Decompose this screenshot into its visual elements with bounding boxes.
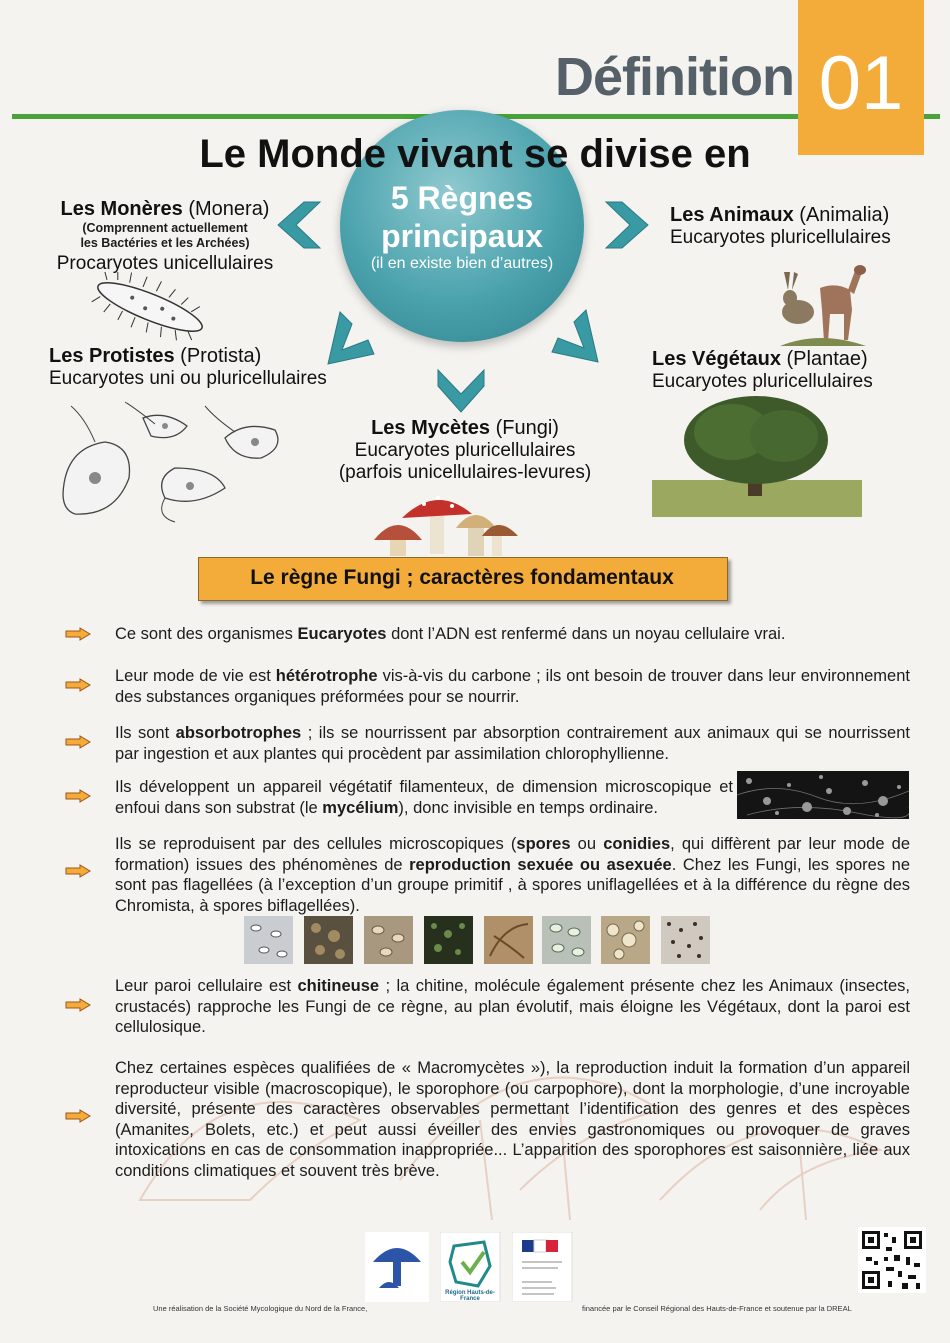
point-macromycetes: Chez certaines espèces qualifiées de « Macromycètes »), la reproduction induit la formation d’un appareil reproducteur visible (macroscopique), le sporophore (ou carpophore), dont la morphologie, d’une incroyable diversité, présente des caractères observables permettant l’identification des genres et des espèces (Amanites, Bolets, etc.) et peut aussi éveiller des envies gastronomiques ou provoquer de graves intoxications en cas de consommation inappropriée... L’apparition des sporophores est saisonnière, liée aux conditions climatiques et souvent très brève. <box>115 1059 910 1180</box>
point-5-keyword-conidies: conidies <box>603 835 671 853</box>
kingdom-fungi <box>310 417 620 484</box>
circle-heading-line1: 5 Règnes <box>390 180 534 216</box>
fungi-banner-title: Le règne Fungi ; caractères fondamentaux <box>250 566 674 589</box>
point-6-keyword: chitineuse <box>297 977 380 995</box>
spore-photo <box>244 916 293 964</box>
point-1-text: Ce sont des organismes <box>115 625 298 643</box>
kingdom-plantae-title <box>652 348 942 371</box>
chevron-down-icon <box>436 368 486 416</box>
kingdom-plantae <box>652 348 942 393</box>
kingdom-monera-title <box>40 198 290 221</box>
circle-heading-line2: principaux <box>381 218 543 254</box>
kingdom-protista-desc: Eucaryotes uni ou pluricellulaires <box>49 368 327 389</box>
kingdom-fungi-title <box>310 417 620 440</box>
arrow-right-icon <box>65 1109 91 1123</box>
point-1-text-end: dont l’ADN est renfermé dans un noyau cellulaire vrai. <box>386 625 786 643</box>
point-5-text: Ils se reproduisent par des cellules microscopiques ( <box>115 835 517 853</box>
kingdom-monera-name: Les Monères <box>60 198 183 220</box>
kingdom-fungi-desc2: (parfois unicellulaires-levures) <box>338 462 592 483</box>
arrow-right-icon <box>65 998 91 1012</box>
point-2-keyword: hétérotrophe <box>275 667 378 685</box>
bacterium-illustration <box>80 272 220 342</box>
chevron-right-icon <box>604 200 654 250</box>
arrow-right-icon <box>65 864 91 878</box>
kingdom-monera <box>40 198 290 275</box>
point-5-text-mid: , qui diffèrent par leur mode de formation) issues des phénomènes de <box>115 835 911 874</box>
footer-credit-left: Une réalisation de la Société Mycologique du Nord de la France, <box>153 1304 368 1313</box>
main-title: Le Monde vivant se divise en <box>199 132 751 176</box>
point-4-text-end: ), donc invisible en temps ordinaire. <box>398 798 658 817</box>
point-2-text-end: vis-à-vis du carbone ; ils ont besoin de trouver dans leur environnement des substances organiques préformées pour se nourrir. <box>115 667 910 706</box>
spore-photo <box>484 916 533 964</box>
mycelium-photo <box>737 771 909 819</box>
point-reproduction <box>115 834 910 916</box>
point-chitin <box>115 976 910 1038</box>
point-absorbotrophes <box>115 723 910 764</box>
kingdom-protista-name: Les Protistes <box>49 345 175 367</box>
mushrooms-illustration <box>372 484 522 556</box>
kingdom-monera-note1: (Comprennent actuellement <box>82 221 248 235</box>
kingdom-protista-title <box>49 345 359 368</box>
point-5-text-or: ou <box>570 835 604 853</box>
point-3-text: Ils sont <box>115 724 176 742</box>
section-number: 01 <box>818 41 904 126</box>
arrow-right-icon <box>65 735 91 749</box>
spore-photo <box>364 916 413 964</box>
arrow-right-icon <box>65 627 91 641</box>
arrow-right-icon <box>65 678 91 692</box>
protists-illustration <box>55 398 285 523</box>
chevron-down-right-icon <box>550 308 608 364</box>
spore-photo <box>661 916 710 964</box>
point-3-keyword: absorbotrophes <box>175 724 302 742</box>
kingdom-protista-latin: (Protista) <box>174 345 262 367</box>
point-3-text-end: ; ils se nourrissent par absorption contrairement aux animaux qui se nourrissent par ingestion et aux plantes qui procèdent par assimilation chlorophyllienne. <box>115 724 910 763</box>
point-5-keyword-reproduction: reproduction sexuée ou asexuée <box>409 855 672 874</box>
point-4-keyword: mycélium <box>322 798 399 817</box>
mycological-society-logo <box>365 1232 429 1302</box>
spore-photo <box>542 916 591 964</box>
animals-illustration <box>770 250 870 350</box>
point-1-keyword: Eucaryotes <box>297 625 387 643</box>
region-logo-label: Région Hauts-de-France <box>445 1290 495 1302</box>
point-5-keyword-spores: spores <box>516 835 571 853</box>
kingdom-fungi-latin: (Fungi) <box>490 417 559 439</box>
qr-code-icon[interactable] <box>858 1227 926 1293</box>
footer-credit-right: financée par le Conseil Régional des Hauts-de-France et soutenue par la DREAL <box>582 1304 852 1313</box>
kingdom-monera-latin: (Monera) <box>182 198 270 220</box>
kingdom-plantae-desc: Eucaryotes pluricellulaires <box>652 371 873 392</box>
circle-subtext: (il en existe bien d’autres) <box>370 255 554 272</box>
kingdom-monera-desc: Procaryotes unicellulaires <box>56 253 274 274</box>
kingdom-plantae-latin: (Plantae) <box>780 348 868 370</box>
french-republic-prefect-logo <box>512 1232 576 1302</box>
kingdom-animalia-title <box>670 204 940 227</box>
kingdom-plantae-name: Les Végétaux <box>652 348 781 370</box>
point-5-text-end: . Chez les Fungi, les spores ne sont pas flagellées (à l’exception d’un groupe primitif , à spores uniflagellées et à la différence du règne des Chromista, à spores biflagellées). <box>115 855 910 915</box>
tree-illustration <box>652 392 862 517</box>
spore-photo <box>424 916 473 964</box>
kingdom-animalia-latin: (Animalia) <box>793 204 890 226</box>
kingdom-monera-note2: les Bactéries et les Archées) <box>80 236 250 250</box>
kingdom-animalia <box>670 204 940 249</box>
point-mycelium <box>115 777 733 818</box>
point-6-text-end: ; la chitine, molécule également présente chez les Animaux (insectes, crustacés) rapproche les Fungi de ce règne, au plan évolutif, mais éloigne les Végétaux, dont la paroi est cellulosique. <box>115 977 910 1037</box>
point-eucaryotes <box>115 624 910 645</box>
arrow-right-icon <box>65 789 91 803</box>
point-6-text: Leur paroi cellulaire est <box>115 977 298 995</box>
point-heterotrophe <box>115 666 910 707</box>
kingdom-fungi-name: Les Mycètes <box>371 417 491 439</box>
section-title: Définition <box>555 47 794 107</box>
kingdom-animalia-name: Les Animaux <box>670 204 794 226</box>
point-4-text: Ils développent un appareil végétatif filamenteux, de dimension microscopique et enfoui dans son substrat (le <box>115 778 733 817</box>
spore-photo <box>304 916 353 964</box>
spore-photo <box>601 916 650 964</box>
kingdom-fungi-desc1: Eucaryotes pluricellulaires <box>354 440 576 461</box>
kingdom-protista <box>49 345 359 390</box>
point-2-text: Leur mode de vie est <box>115 667 276 685</box>
kingdom-animalia-desc: Eucaryotes pluricellulaires <box>670 227 891 248</box>
